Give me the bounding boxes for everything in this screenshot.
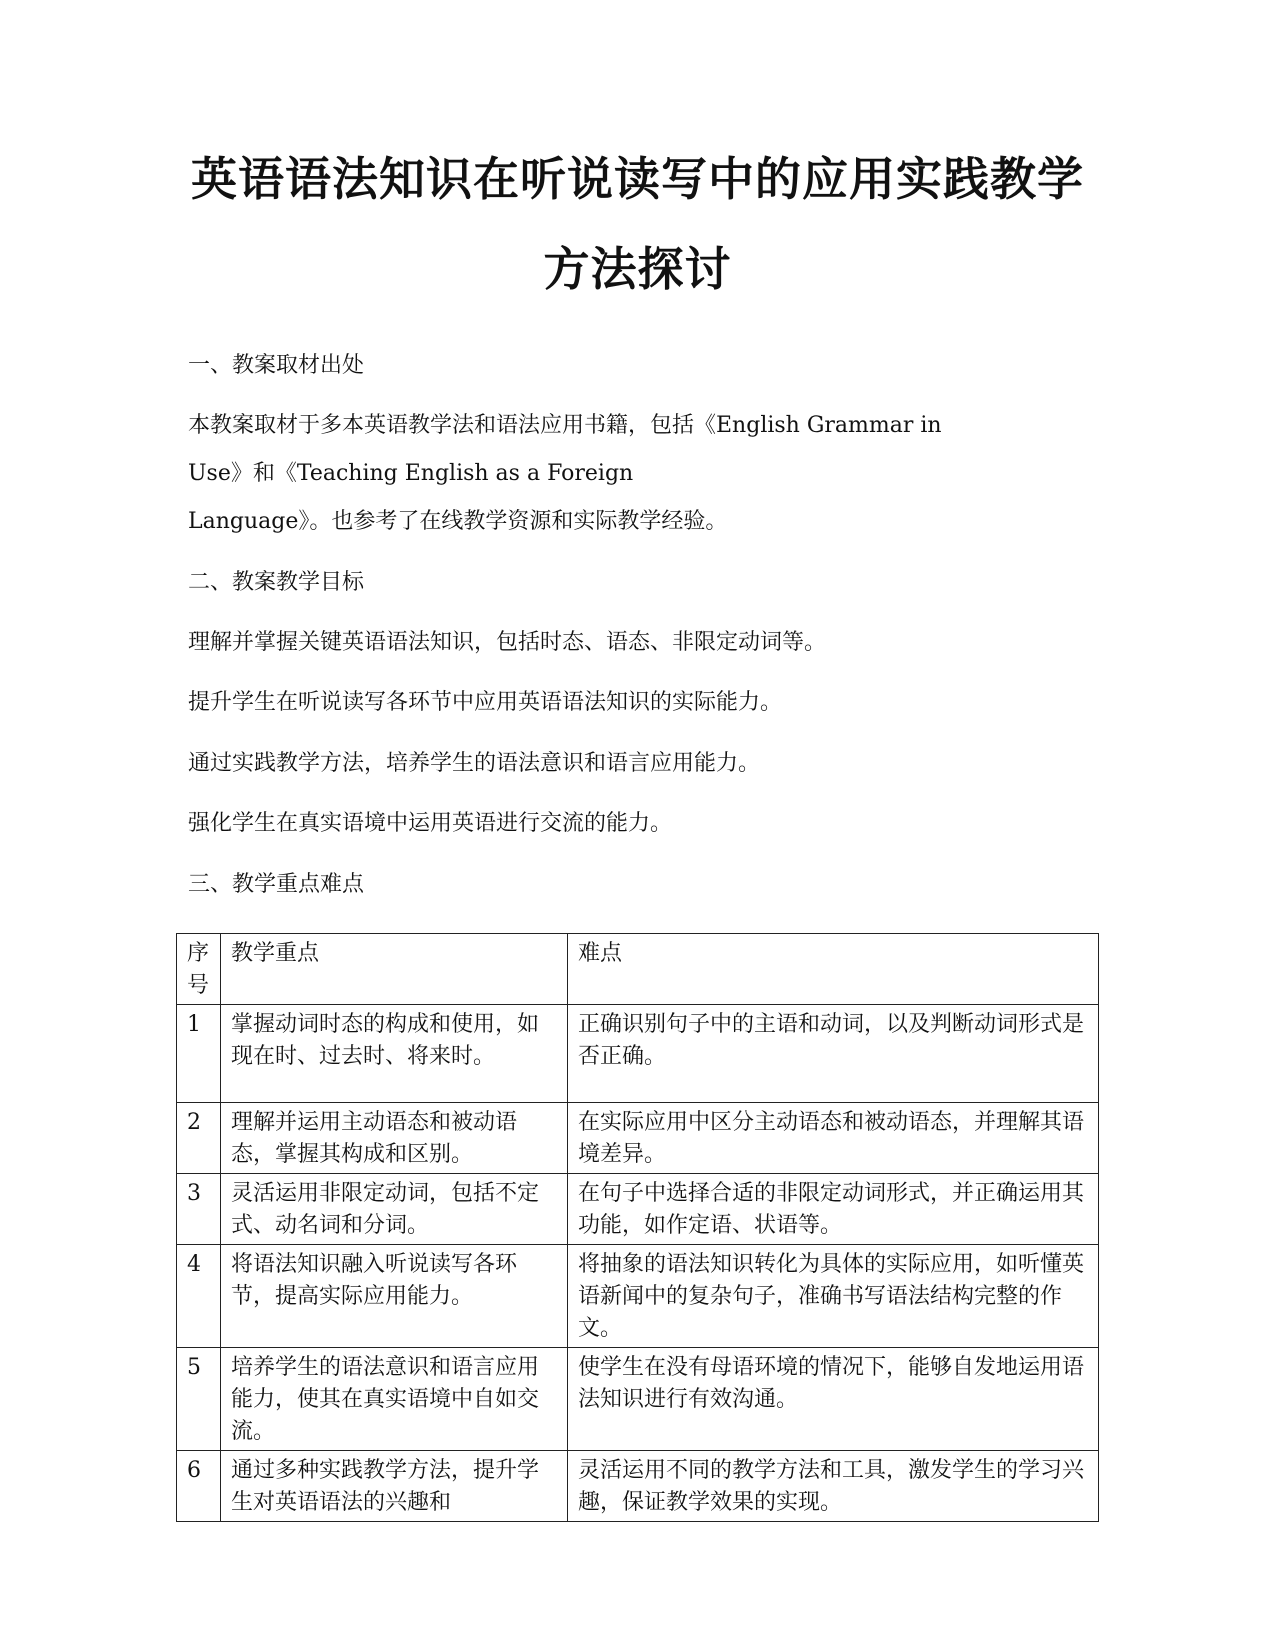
row-key-point: 灵活运用非限定动词，包括不定式、动名词和分词。 xyxy=(221,1174,568,1245)
row-key-point: 将语法知识融入听说读写各环节，提高实际应用能力。 xyxy=(221,1245,568,1348)
table-row xyxy=(177,1348,1099,1451)
table-row xyxy=(177,1103,1099,1174)
section-2-heading: 二、教案教学目标 xyxy=(188,570,365,595)
row-difficulty: 将抽象的语法知识转化为具体的实际应用，如听懂英语新闻中的复杂句子，准确书写语法结构完整的作文。 xyxy=(568,1245,1099,1348)
document-title-line-1: 英语语法知识在听说读写中的应用实践教学 xyxy=(191,152,1084,206)
section-3-heading: 三、教学重点难点 xyxy=(188,872,365,897)
table-row xyxy=(177,1245,1099,1348)
row-number: 6 xyxy=(177,1451,221,1522)
row-number: 4 xyxy=(177,1245,221,1348)
goal-item-2: 提升学生在听说读写各环节中应用英语语法知识的实际能力。 xyxy=(188,690,783,715)
header-key-point: 教学重点 xyxy=(221,934,568,1005)
row-number: 2 xyxy=(177,1103,221,1174)
goal-item-1: 理解并掌握关键英语语法知识，包括时态、语态、非限定动词等。 xyxy=(188,630,827,655)
header-number: 序号 xyxy=(177,934,221,1005)
row-key-point: 掌握动词时态的构成和使用，如现在时、过去时、将来时。 xyxy=(221,1005,568,1103)
row-difficulty: 使学生在没有母语环境的情况下，能够自发地运用语法知识进行有效沟通。 xyxy=(568,1348,1099,1451)
source-line-1: 本教案取材于多本英语教学法和语法应用书籍，包括《English Grammar in xyxy=(188,413,942,438)
row-difficulty: 在实际应用中区分主动语态和被动语态，并理解其语境差异。 xyxy=(568,1103,1099,1174)
row-difficulty: 灵活运用不同的教学方法和工具，激发学生的学习兴趣，保证教学效果的实现。 xyxy=(568,1451,1099,1522)
source-line-3: Language》。也参考了在线教学资源和实际教学经验。 xyxy=(188,509,728,534)
section-1-heading: 一、教案取材出处 xyxy=(188,353,365,378)
row-difficulty: 正确识别句子中的主语和动词，以及判断动词形式是否正确。 xyxy=(568,1005,1099,1103)
row-number: 5 xyxy=(177,1348,221,1451)
row-difficulty: 在句子中选择合适的非限定动词形式，并正确运用其功能，如作定语、状语等。 xyxy=(568,1174,1099,1245)
header-difficulty: 难点 xyxy=(568,934,1099,1005)
goal-item-3: 通过实践教学方法，培养学生的语法意识和语言应用能力。 xyxy=(188,751,761,776)
row-key-point: 培养学生的语法意识和语言应用能力，使其在真实语境中自如交流。 xyxy=(221,1348,568,1451)
table-row xyxy=(177,1174,1099,1245)
source-line-2: Use》和《Teaching English as a Foreign xyxy=(188,461,634,486)
row-key-point: 理解并运用主动语态和被动语态，掌握其构成和区别。 xyxy=(221,1103,568,1174)
row-number: 1 xyxy=(177,1005,221,1103)
row-key-point: 通过多种实践教学方法，提升学生对英语语法的兴趣和 xyxy=(221,1451,568,1522)
row-number: 3 xyxy=(177,1174,221,1245)
document-title-line-2: 方法探讨 xyxy=(543,242,732,296)
table-header-row xyxy=(177,934,1099,1005)
table-row xyxy=(177,1451,1099,1522)
focus-difficulty-table xyxy=(176,933,1099,1522)
table-row xyxy=(177,1005,1099,1103)
goal-item-4: 强化学生在真实语境中运用英语进行交流的能力。 xyxy=(188,811,673,836)
